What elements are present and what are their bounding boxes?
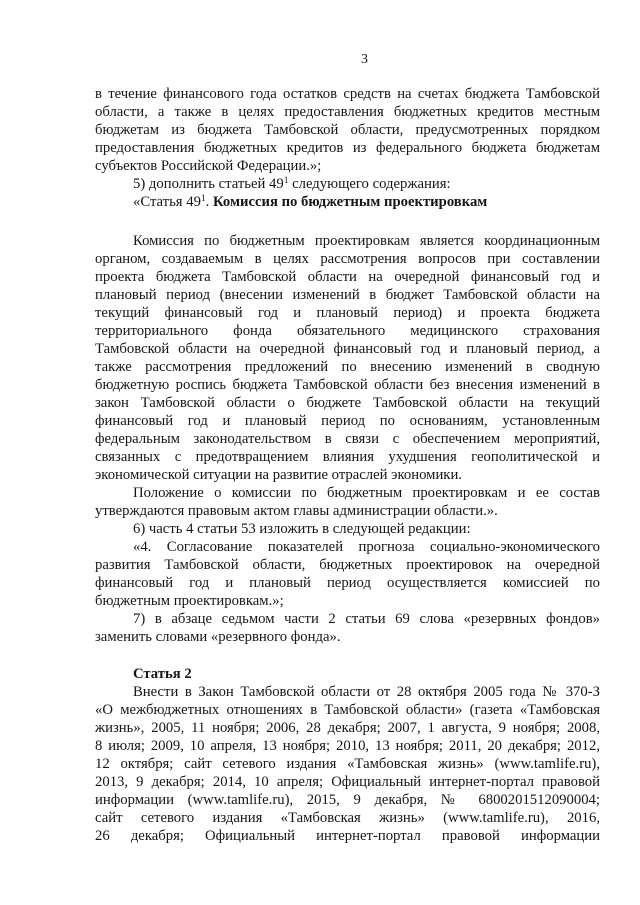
article-49-1-heading: [95, 193, 600, 211]
paragraph-line: плановый период (внесении изменений в бюджет Тамбовской области на: [95, 287, 600, 303]
item-7-paragraph: [95, 610, 600, 646]
paragraph-line: территориального фонда обязательного медицинского страхования: [95, 323, 600, 339]
continuation-paragraph: [95, 85, 600, 175]
item-5-text: 5) дополнить статьей 49: [133, 176, 284, 192]
article-heading-text: Статья 2: [133, 666, 192, 682]
paragraph-line: Положение о комиссии по бюджетным проектировкам и ее состав: [133, 485, 600, 501]
paragraph-line: Внести в Закон Тамбовской области от 28 октября 2005 года № 370-З: [133, 684, 600, 700]
article-2-heading: [95, 665, 600, 683]
item-5-line: [95, 175, 600, 193]
item-6-new-text-paragraph: [95, 538, 600, 610]
paragraph-line: «4. Согласование показателей прогноза социально-экономического: [133, 539, 600, 555]
paragraph-line: 26 декабря; Официальный интернет-портал правовой информации: [95, 828, 600, 844]
commission-definition-paragraph: [95, 232, 600, 484]
paragraph-line: в течение финансового года остатков средств на счетах бюджета Тамбовской: [95, 86, 600, 102]
paragraph-line: 6) часть 4 статьи 53 изложить в следующей редакции:: [133, 521, 471, 537]
paragraph-line: также рассмотрения предложений по внесению изменений в сводную: [95, 359, 600, 375]
article-number-superscript: 1: [283, 176, 289, 186]
paragraph-line: Тамбовской области на очередной финансовый год и плановый период, а: [95, 341, 600, 357]
paragraph-line: закон Тамбовской области о бюджете Тамбовской области на текущий: [95, 395, 600, 411]
spacer: [95, 211, 600, 232]
article-number-superscript: 1: [200, 194, 206, 204]
article-2-paragraph: [95, 683, 600, 845]
paragraph-line: предоставления бюджетных кредитов из федерального бюджета бюджетам: [95, 140, 600, 156]
document-body: [95, 85, 600, 845]
paragraph-line: 12 октября; сайт сетевого издания «Тамбовская жизнь» (www.tamlife.ru),: [95, 756, 600, 772]
paragraph-line: 7) в абзаце седьмом части 2 статьи 69 слова «резервных фондов»: [133, 611, 600, 627]
paragraph-line: жизнь», 2005, 11 ноября; 2006, 28 декабря; 2007, 1 августа, 9 ноября; 2008,: [95, 720, 600, 736]
page-number: 3: [361, 52, 368, 67]
paragraph-line: бюджетам из бюджета Тамбовской области, предусмотренных порядком: [95, 122, 600, 138]
paragraph-line: «О межбюджетных отношениях в Тамбовской области» (газета «Тамбовская: [95, 702, 600, 718]
paragraph-line: бюджетную роспись бюджета Тамбовской области без внесения изменений в: [95, 377, 600, 393]
paragraph-line: развития Тамбовской области, бюджетных проектировок на очередной: [95, 557, 600, 573]
paragraph-line: федеральным законодательством в связи с обеспечением мероприятий,: [95, 431, 600, 447]
paragraph-line: текущий финансовый год и плановый период) и проекта бюджета: [95, 305, 600, 321]
paragraph-line: финансовый год и плановый период по основаниям, установленным: [95, 413, 600, 429]
paragraph-line: финансовый год и плановый период осуществляется комиссией по: [95, 575, 600, 591]
paragraph-line: связанных с предотвращением влияния ухудшения геополитической и: [95, 449, 600, 465]
paragraph-line: органом, создаваемым в целях рассмотрения вопросов при составлении: [95, 251, 600, 267]
article-label: «Статья 49: [133, 194, 201, 210]
paragraph-line: информации (www.tamlife.ru), 2015, 9 декабря, № 6800201512090004;: [95, 792, 600, 808]
paragraph-line: Комиссия по бюджетным проектировкам является координационным: [133, 233, 600, 249]
paragraph-line: экономической ситуации на развитие отраслей экономики.: [95, 467, 462, 483]
item-6-paragraph: [95, 520, 600, 538]
paragraph-line: утверждаются правовым актом главы администрации области.».: [95, 503, 498, 519]
spacer: [95, 646, 600, 665]
paragraph-line: области, а также в целях предоставления бюджетных кредитов местным: [95, 104, 600, 120]
paragraph-line: сайт сетевого издания «Тамбовская жизнь» (www.tamlife.ru), 2016,: [95, 810, 600, 826]
paragraph-line: субъектов Российской Федерации.»;: [95, 158, 322, 174]
paragraph-line: бюджетным проектировкам.»;: [95, 593, 284, 609]
paragraph-line: 2013, 9 декабря; 2014, 10 апреля; Официальный интернет-портал правовой: [95, 774, 600, 790]
commission-regulation-paragraph: [95, 484, 600, 520]
paragraph-line: заменить словами «резервного фонда».: [95, 629, 341, 645]
item-5-text-tail: следующего содержания:: [288, 176, 451, 192]
heading-separator: .: [205, 194, 214, 210]
paragraph-line: проекта бюджета Тамбовской области на очередной финансовый год и: [95, 269, 600, 285]
article-title: Комиссия по бюджетным проектировкам: [213, 194, 488, 210]
paragraph-line: 8 июля; 2009, 10 апреля, 13 ноября; 2010, 13 ноября; 2011, 20 декабря; 2012,: [95, 738, 600, 754]
